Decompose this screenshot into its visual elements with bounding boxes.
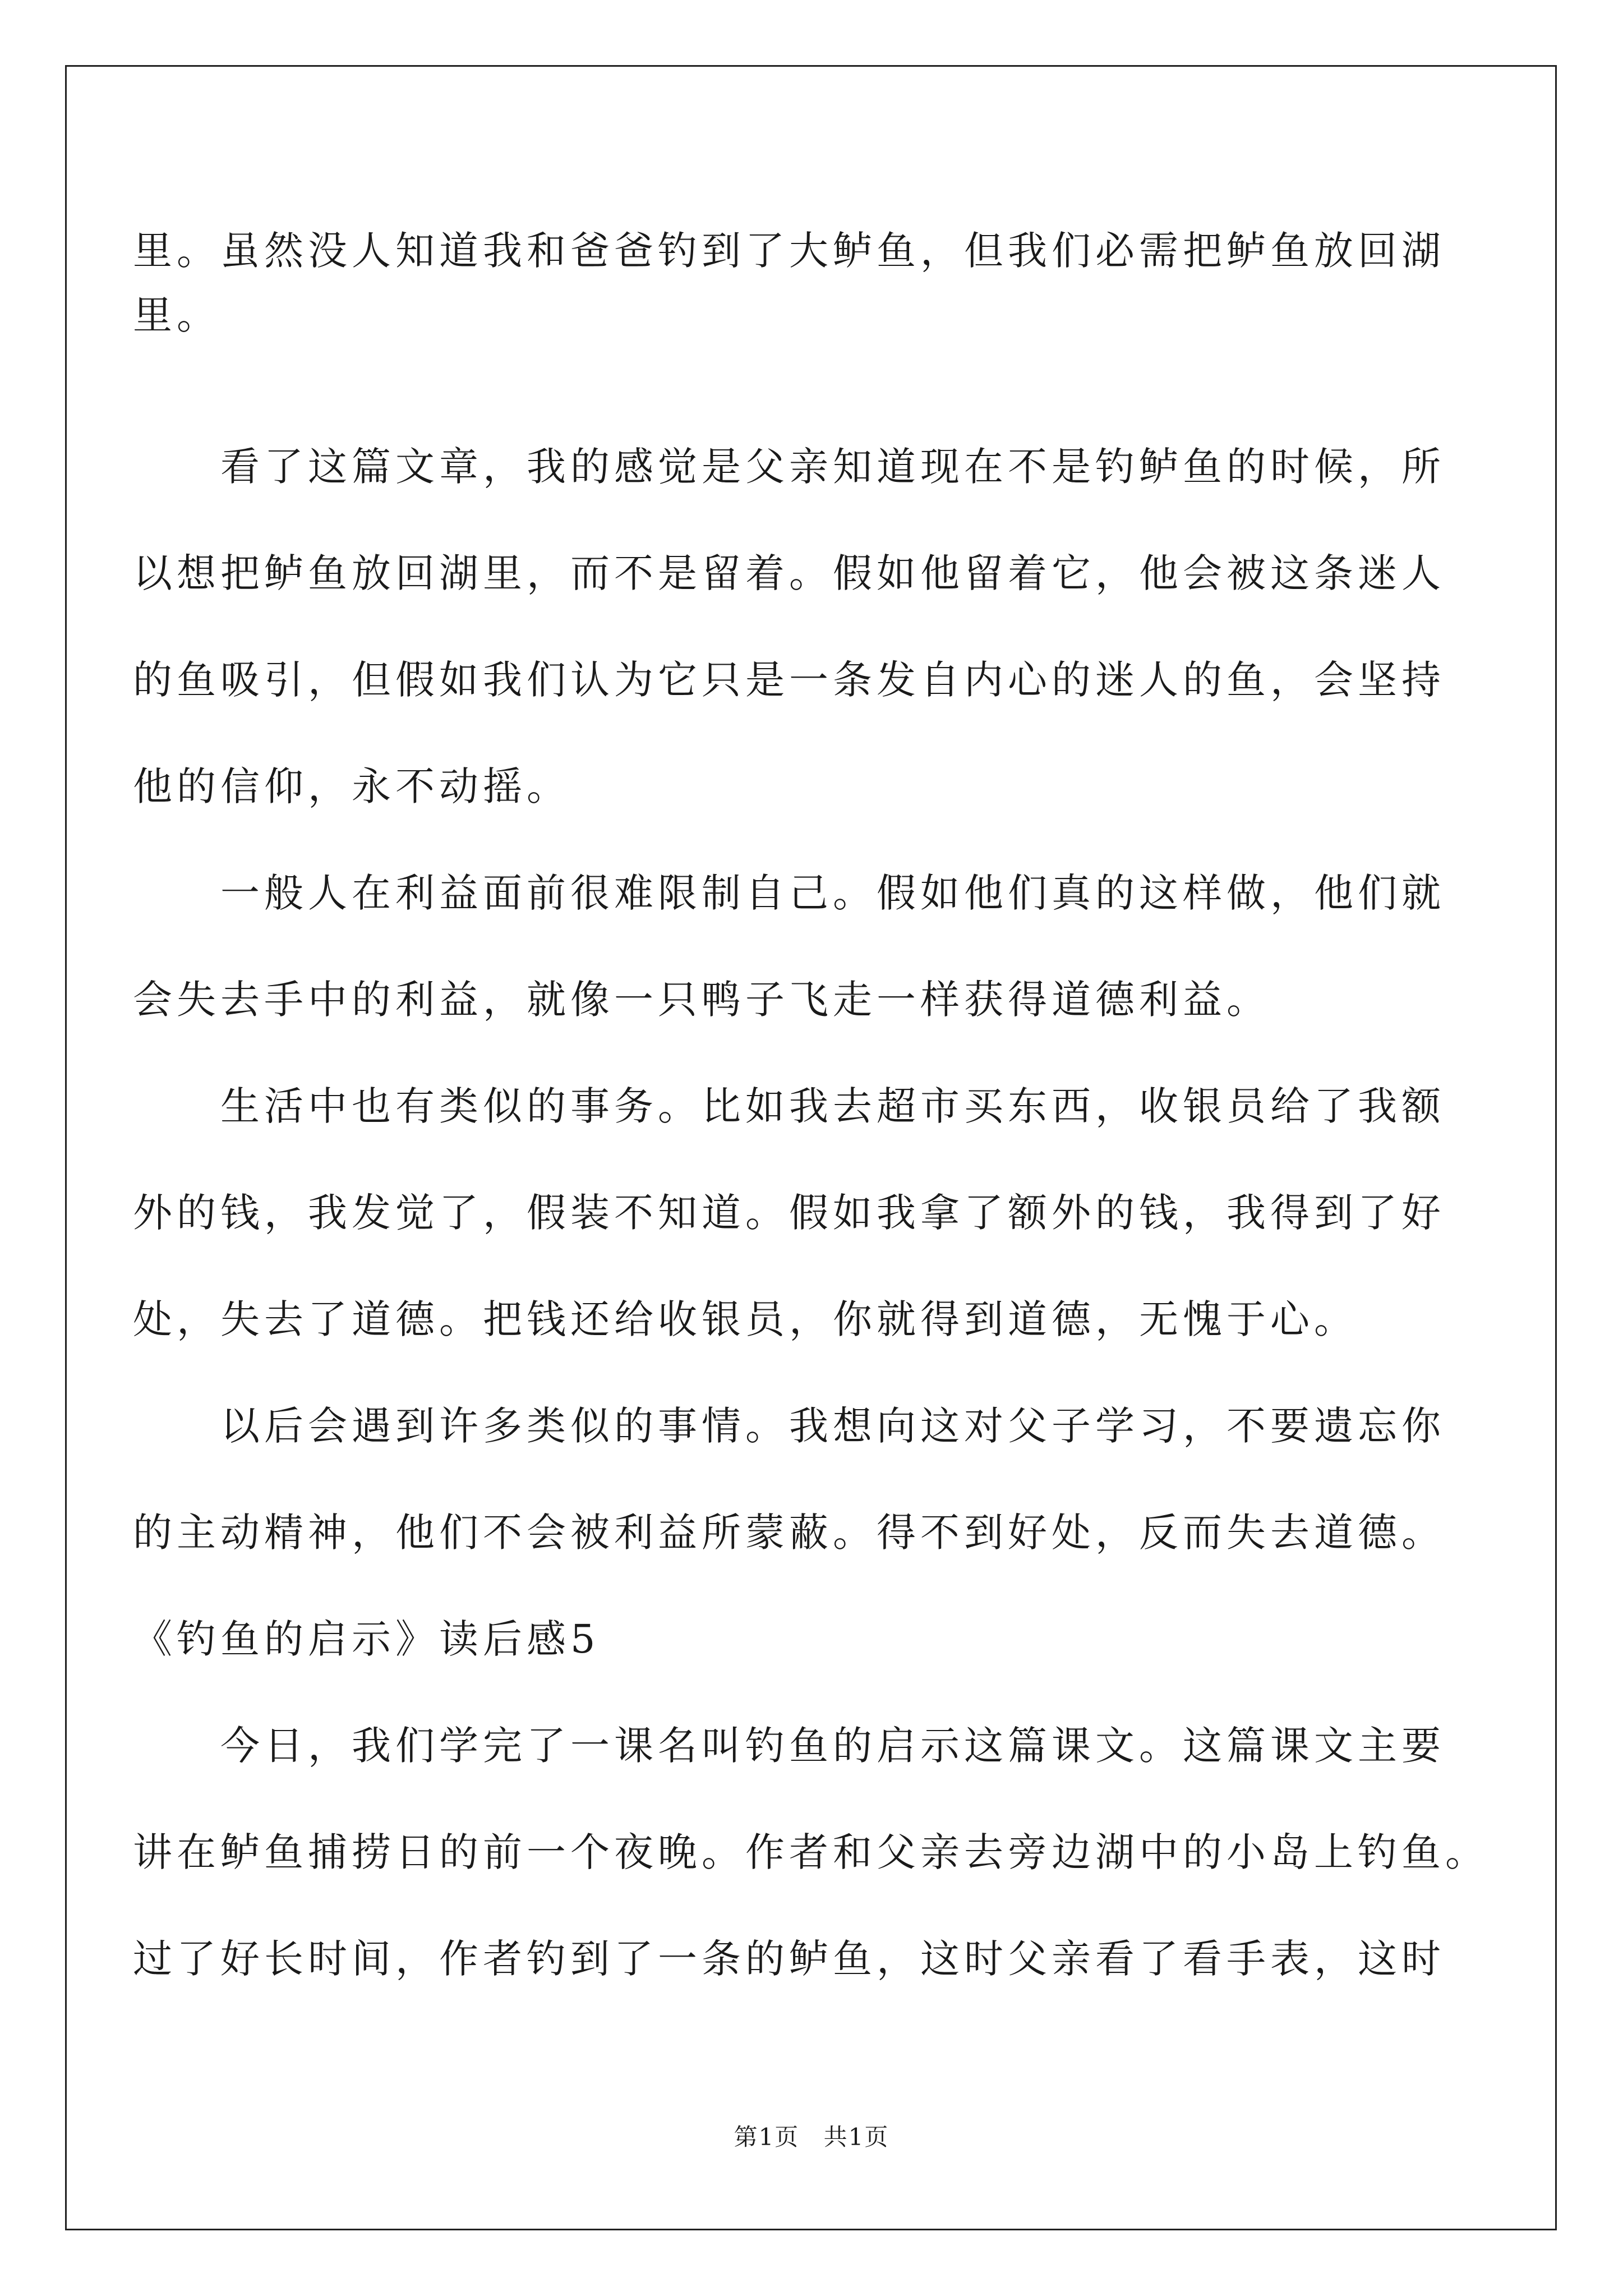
- text-line: 的主动精神，他们不会被利益所蒙蔽。得不到好处，反而失去道德。: [133, 1510, 1445, 1556]
- text-line: 里。: [133, 292, 220, 338]
- text-line: 以想把鲈鱼放回湖里，而不是留着。假如他留着它，他会被这条迷人: [133, 550, 1445, 596]
- text-line: 会失去手中的利益，就像一只鸭子飞走一样获得道德利益。: [133, 977, 1270, 1023]
- text-line: 外的钱，我发觉了，假装不知道。假如我拿了额外的钱，我得到了好: [133, 1190, 1445, 1236]
- text-line: 今日，我们学完了一课名叫钓鱼的启示这篇课文。这篇课文主要: [133, 1723, 1445, 1769]
- text-line: 生活中也有类似的事务。比如我去超市买东西，收银员给了我额: [133, 1083, 1445, 1129]
- text-line: 里。虽然没人知道我和爸爸钓到了大鲈鱼，但我们必需把鲈鱼放回湖: [133, 228, 1445, 274]
- text-line: 以后会遇到许多类似的事情。我想向这对父子学习，不要遗忘你: [133, 1403, 1445, 1449]
- page-number: 第1页: [734, 2123, 800, 2151]
- page-total: 共1页: [823, 2123, 889, 2151]
- text-line: 的鱼吸引，但假如我们认为它只是一条发自内心的迷人的鱼，会坚持: [133, 657, 1445, 703]
- text-line: 一般人在利益面前很难限制自己。假如他们真的这样做，他们就: [133, 870, 1445, 916]
- text-line: 过了好长时间，作者钓到了一条的鲈鱼，这时父亲看了看手表，这时: [133, 1936, 1445, 1982]
- text-line: 讲在鲈鱼捕捞日的前一个夜晚。作者和父亲去旁边湖中的小岛上钓鱼。: [133, 1829, 1489, 1875]
- page-footer: [0, 2120, 1623, 2154]
- text-line: 看了这篇文章，我的感觉是父亲知道现在不是钓鲈鱼的时候，所: [133, 444, 1445, 490]
- text-line: 他的信仰，永不动摇。: [133, 763, 570, 809]
- section-heading: 《钓鱼的启示》读后感5: [133, 1616, 600, 1662]
- text-line: 处，失去了道德。把钱还给收银员，你就得到道德，无愧于心。: [133, 1296, 1358, 1342]
